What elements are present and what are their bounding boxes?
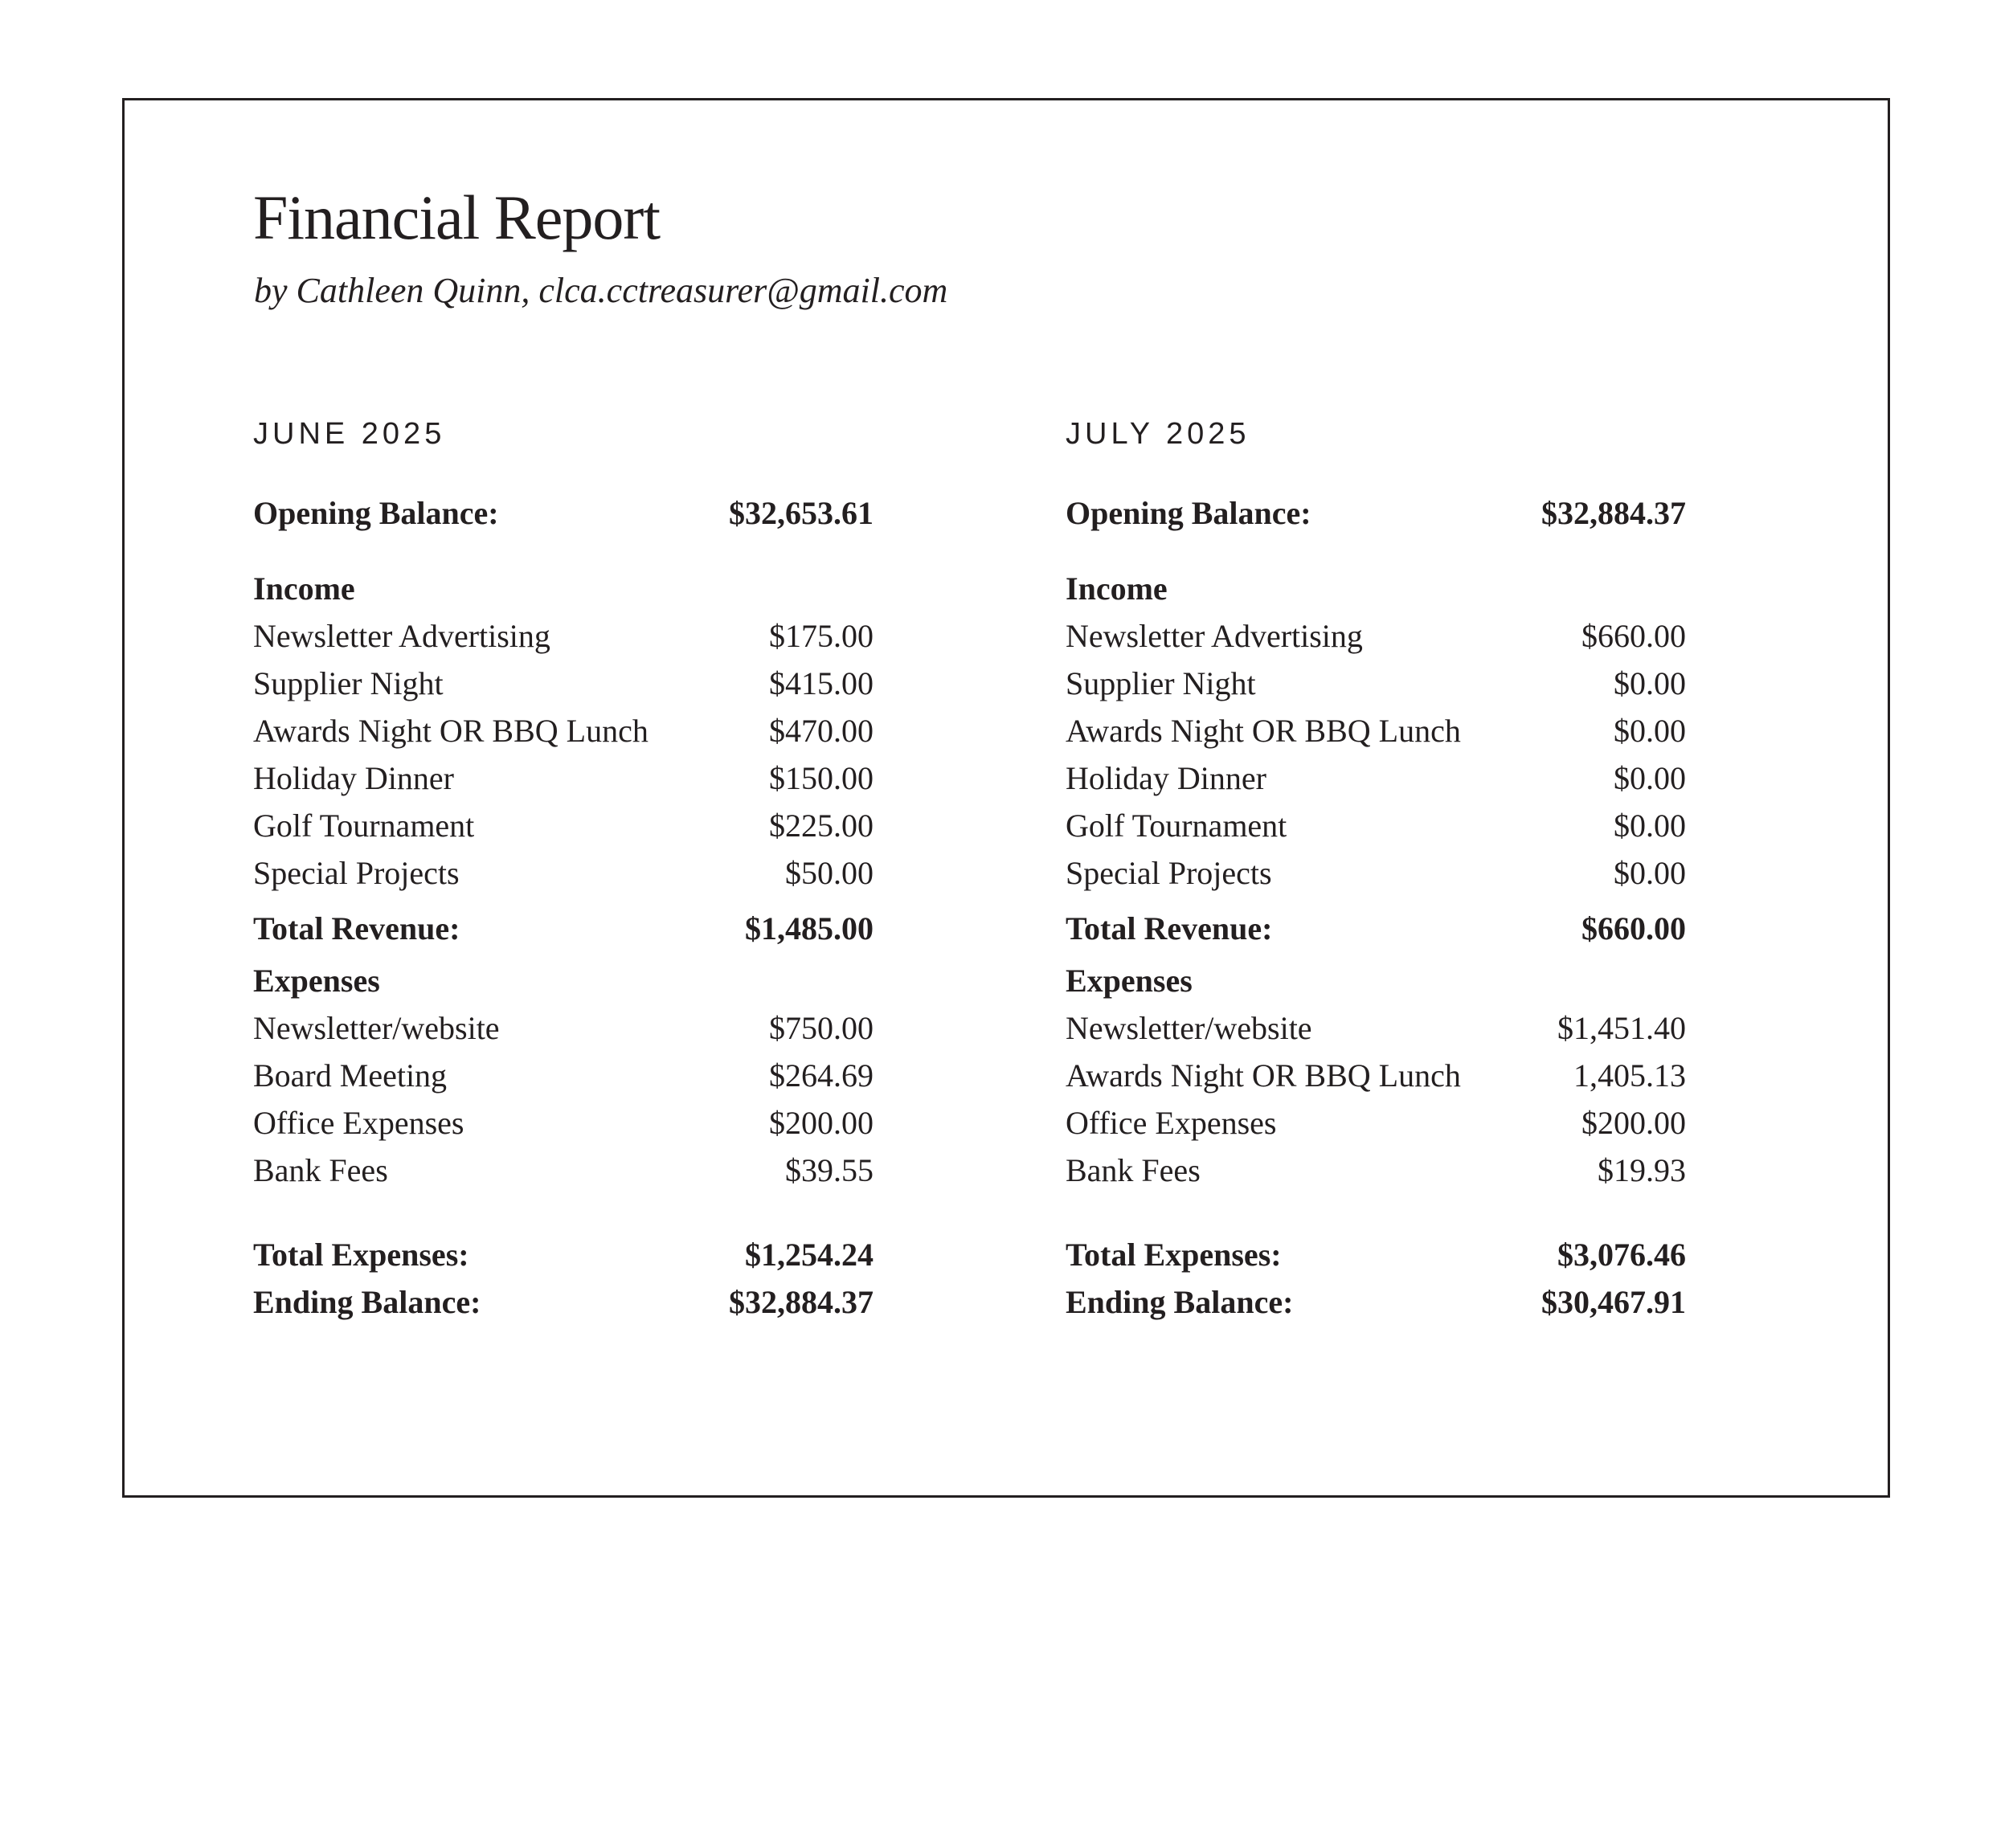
income-row bbox=[1066, 754, 1686, 802]
line-item-label: Newsletter/website bbox=[253, 1010, 500, 1046]
line-item-value: $200.00 bbox=[1581, 1105, 1686, 1141]
total-revenue-value: $1,485.00 bbox=[745, 910, 874, 946]
line-item-label: Newsletter Advertising bbox=[253, 618, 550, 654]
line-item-label: Supplier Night bbox=[253, 665, 444, 701]
month-column-july bbox=[1066, 414, 1686, 1326]
income-row bbox=[253, 754, 874, 802]
ending-balance-row bbox=[1066, 1278, 1686, 1326]
income-row bbox=[1066, 660, 1686, 707]
line-item-value: 1,405.13 bbox=[1573, 1057, 1686, 1094]
line-item-value: $264.69 bbox=[769, 1057, 874, 1094]
opening-balance-label: Opening Balance: bbox=[253, 495, 499, 531]
page-title: Financial Report bbox=[253, 182, 661, 252]
line-item-label: Special Projects bbox=[1066, 855, 1272, 891]
line-item-label: Golf Tournament bbox=[253, 807, 475, 844]
line-item-label: Newsletter/website bbox=[1066, 1010, 1312, 1046]
expense-row bbox=[1066, 1052, 1686, 1099]
total-expenses-row bbox=[253, 1231, 874, 1278]
expense-row bbox=[1066, 1099, 1686, 1147]
line-item-label: Golf Tournament bbox=[1066, 807, 1287, 844]
line-item-value: $150.00 bbox=[769, 760, 874, 796]
income-row bbox=[1066, 612, 1686, 660]
ending-balance-value: $32,884.37 bbox=[729, 1284, 874, 1320]
line-item-value: $0.00 bbox=[1614, 760, 1686, 796]
opening-balance-row bbox=[253, 489, 874, 537]
line-item-value: $1,451.40 bbox=[1557, 1010, 1686, 1046]
month-heading: JULY 2025 bbox=[1066, 417, 1250, 451]
income-row bbox=[253, 612, 874, 660]
line-item-value: $415.00 bbox=[769, 665, 874, 701]
line-item-label: Office Expenses bbox=[253, 1105, 464, 1141]
expenses-heading: Expenses bbox=[1066, 963, 1193, 999]
expense-row bbox=[253, 1004, 874, 1052]
opening-balance-row bbox=[1066, 489, 1686, 537]
expense-row bbox=[253, 1052, 874, 1099]
total-expenses-row bbox=[1066, 1231, 1686, 1278]
income-row bbox=[1066, 849, 1686, 897]
ending-balance-value: $30,467.91 bbox=[1541, 1284, 1686, 1320]
month-heading: JUNE 2025 bbox=[253, 417, 446, 451]
line-item-value: $0.00 bbox=[1614, 855, 1686, 891]
opening-balance-label: Opening Balance: bbox=[1066, 495, 1311, 531]
line-item-value: $660.00 bbox=[1581, 618, 1686, 654]
income-row bbox=[1066, 802, 1686, 849]
line-item-label: Bank Fees bbox=[253, 1152, 388, 1188]
ending-balance-row bbox=[253, 1278, 874, 1326]
income-row bbox=[253, 660, 874, 707]
income-row bbox=[253, 849, 874, 897]
income-row bbox=[253, 802, 874, 849]
expense-row bbox=[1066, 1147, 1686, 1194]
line-item-label: Bank Fees bbox=[1066, 1152, 1201, 1188]
income-heading: Income bbox=[1066, 570, 1168, 607]
line-item-value: $225.00 bbox=[769, 807, 874, 844]
line-item-label: Awards Night OR BBQ Lunch bbox=[1066, 713, 1461, 749]
total-revenue-label: Total Revenue: bbox=[253, 910, 460, 946]
line-item-value: $50.00 bbox=[785, 855, 874, 891]
line-item-value: $0.00 bbox=[1614, 713, 1686, 749]
total-revenue-row bbox=[253, 903, 874, 955]
line-item-label: Board Meeting bbox=[253, 1057, 448, 1094]
line-item-value: $200.00 bbox=[769, 1105, 874, 1141]
ending-balance-label: Ending Balance: bbox=[253, 1284, 481, 1320]
opening-balance-value: $32,653.61 bbox=[729, 495, 874, 531]
ending-balance-label: Ending Balance: bbox=[1066, 1284, 1294, 1320]
line-item-label: Holiday Dinner bbox=[253, 760, 454, 796]
expenses-heading: Expenses bbox=[253, 963, 380, 999]
expense-row bbox=[1066, 1004, 1686, 1052]
total-revenue-label: Total Revenue: bbox=[1066, 910, 1273, 946]
line-item-label: Supplier Night bbox=[1066, 665, 1256, 701]
total-revenue-row bbox=[1066, 903, 1686, 955]
line-item-value: $19.93 bbox=[1598, 1152, 1686, 1188]
total-expenses-value: $3,076.46 bbox=[1557, 1237, 1686, 1273]
line-item-value: $470.00 bbox=[769, 713, 874, 749]
line-item-label: Awards Night OR BBQ Lunch bbox=[1066, 1057, 1461, 1094]
line-item-value: $0.00 bbox=[1614, 665, 1686, 701]
line-item-value: $175.00 bbox=[769, 618, 874, 654]
income-row bbox=[253, 707, 874, 754]
line-item-label: Awards Night OR BBQ Lunch bbox=[253, 713, 649, 749]
line-item-label: Holiday Dinner bbox=[1066, 760, 1266, 796]
line-item-value: $750.00 bbox=[769, 1010, 874, 1046]
month-column-june bbox=[253, 414, 874, 1326]
line-item-value: $0.00 bbox=[1614, 807, 1686, 844]
total-expenses-label: Total Expenses: bbox=[1066, 1237, 1282, 1273]
total-expenses-value: $1,254.24 bbox=[745, 1237, 874, 1273]
line-item-label: Newsletter Advertising bbox=[1066, 618, 1363, 654]
line-item-value: $39.55 bbox=[785, 1152, 874, 1188]
byline: by Cathleen Quinn, clca.cctreasurer@gmail.com bbox=[254, 271, 948, 310]
total-revenue-value: $660.00 bbox=[1581, 910, 1686, 946]
expense-row bbox=[253, 1099, 874, 1147]
expense-row bbox=[253, 1147, 874, 1194]
total-expenses-label: Total Expenses: bbox=[253, 1237, 469, 1273]
income-heading: Income bbox=[253, 570, 355, 607]
opening-balance-value: $32,884.37 bbox=[1541, 495, 1686, 531]
line-item-label: Office Expenses bbox=[1066, 1105, 1277, 1141]
income-row bbox=[1066, 707, 1686, 754]
line-item-label: Special Projects bbox=[253, 855, 460, 891]
